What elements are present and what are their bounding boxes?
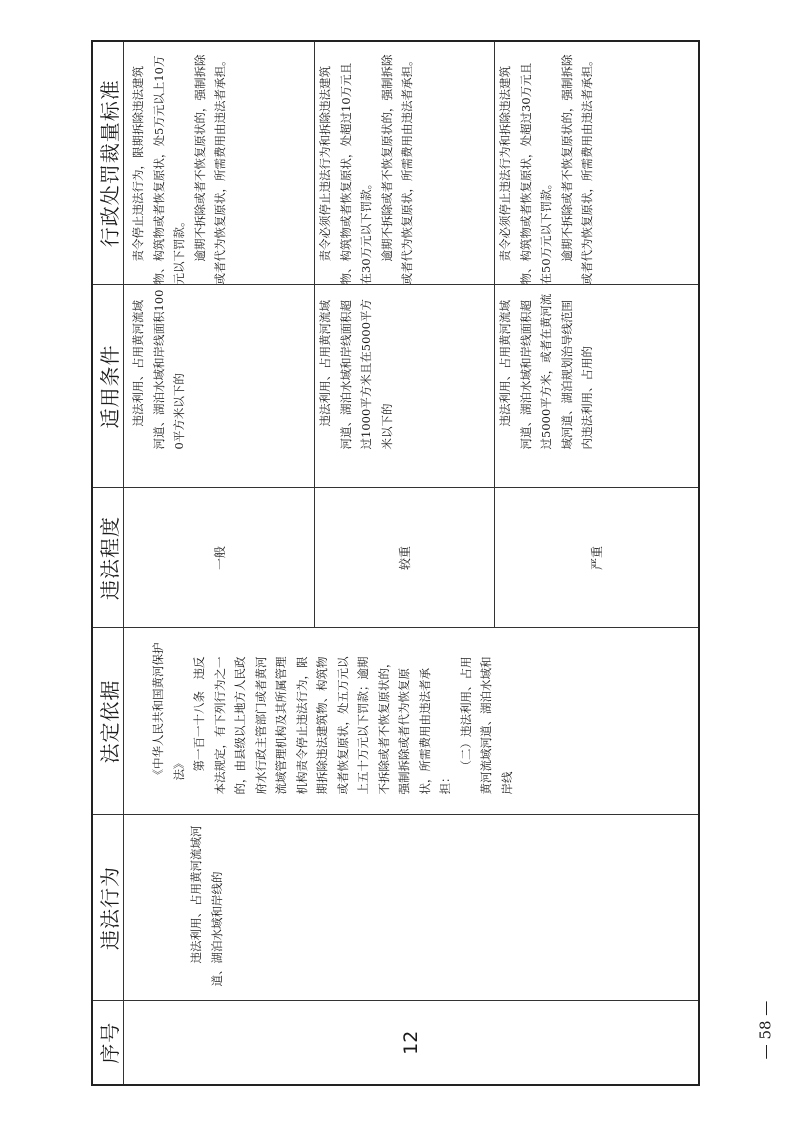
penalty-serious-text-1: 责令必须停止违法行为和拆除违法建筑物、构筑物或者恢复原状，处超过10万元且在30万元以下罚款。 <box>318 62 373 285</box>
rotated-penalty-table-container <box>91 42 700 1086</box>
row-seq-number: 12 <box>124 1001 700 1085</box>
condition-general-text: 违法利用、占用黄河流域河道、湖泊水域和岸线面积1000平方米以下的 <box>131 289 186 450</box>
degree-general: 一般 <box>124 488 315 628</box>
legal-basis-title: 《中华人民共和国黄河保护法》 <box>151 642 186 781</box>
page-number <box>750 995 780 1065</box>
table-header-row <box>92 41 124 1085</box>
header-degree: 违法程度 <box>92 488 124 628</box>
legal-basis-item: （二）违法利用、占用黄河流域河道、湖泊水域和岸线 <box>458 656 514 795</box>
header-standard: 行政处罚裁量标准 <box>92 41 124 285</box>
header-seq: 序号 <box>92 1001 124 1085</box>
page-number-text: — 58 — <box>756 1000 774 1060</box>
legal-basis-cell <box>124 628 700 815</box>
penalty-serious-text-2: 逾期不拆除或者不恢复原状的，强制拆除或者代为恢复原状，所需费用由违法者承担。 <box>379 54 414 285</box>
header-act: 违法行为 <box>92 815 124 1001</box>
condition-severe-cell <box>495 285 700 488</box>
penalty-severe-text-2: 逾期不拆除或者不恢复原状的，强制拆除或者代为恢复原状，所需费用由违法者承担。 <box>559 54 594 285</box>
legal-basis-body: 第一百一十八条 违反本法规定，有下列行为之一的，由县级以上地方人民政府水行政主管部门或者黄河流域管理机构及其所属管理机构责令停止违法行为，限期拆除违法建筑物、构筑物或者恢复原状，处五万元以上五十万元以下罚款；逾期不拆除或者不恢复原状的，强制拆除或者代为恢复原状，所需费用由违法者承担： <box>192 656 452 795</box>
violation-act-text: 违法利用、占用黄河流域河道、湖泊水域和岸线的 <box>189 825 224 987</box>
condition-serious-text: 违法利用、占用黄河流域河道、湖泊水域和岸线面积超过1000平方米且在5000平方米以下的 <box>318 298 394 450</box>
degree-severe: 严重 <box>495 488 700 628</box>
degree-serious: 较重 <box>315 488 495 628</box>
penalty-general-text-2: 逾期不拆除或者不恢复原状的，强制拆除或者代为恢复原状，所需费用由违法者承担。 <box>192 54 227 285</box>
condition-general-cell <box>124 285 315 488</box>
penalty-general-cell <box>124 41 315 285</box>
violation-act-cell <box>124 815 700 1001</box>
penalty-general-text-1: 责令停止违法行为，限期拆除违法建筑物、构筑物或者恢复原状，处5万元以上10万元以下罚款。 <box>131 55 186 285</box>
penalty-severe-text-1: 责令必须停止违法行为和拆除违法建筑物、构筑物或者恢复原状，处超过30万元且在50万元以下罚款。 <box>498 62 553 285</box>
condition-severe-text: 违法利用、占用黄河流域河道、湖泊水域和岸线面积超过5000平方米，或者在黄河流域河道、湖泊规划治导线范围内违法利用、占用的 <box>498 293 594 450</box>
header-basis: 法定依据 <box>92 628 124 815</box>
header-condition: 适用条件 <box>92 285 124 488</box>
condition-serious-cell <box>315 285 495 488</box>
table-row-level-general <box>124 41 315 1085</box>
penalty-severe-cell <box>495 41 700 285</box>
penalty-serious-cell <box>315 41 495 285</box>
penalty-standard-table <box>91 40 700 1086</box>
